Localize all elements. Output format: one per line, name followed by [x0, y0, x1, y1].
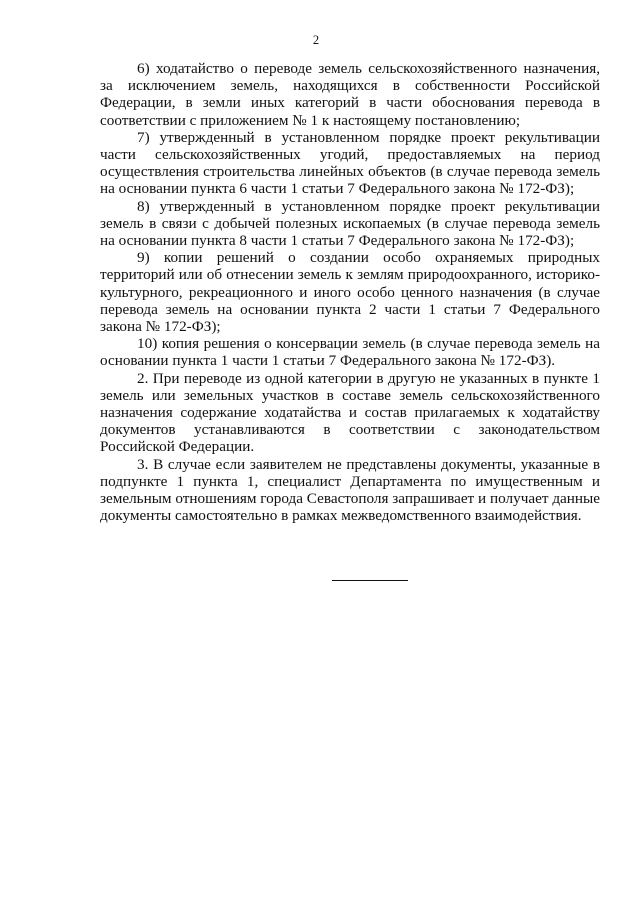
document-body — [100, 60, 600, 524]
paragraph-section-2: 2. При переводе из одной категории в другую не указанных в пункте 1 земель или земельных участков в составе земель сельскохозяйственного назначения содержание ходатайства и состав прилагаемых к ходатайству документов устанавливаются в соответствии с законодательством Российской Федерации. — [100, 369, 600, 456]
paragraph-item-8: 8) утвержденный в установленном порядке проект рекультивации земель в связи с добычей полезных ископаемых (в случае перевода земель на основании пункта 8 части 1 статьи 7 Федерального закона № 172-ФЗ); — [100, 197, 600, 250]
page-number: 2 — [312, 33, 320, 47]
paragraph-item-10: 10) копия решения о консервации земель (в случае перевода земель на основании пункта 1 части 1 статьи 7 Федерального закона № 172-ФЗ). — [100, 335, 600, 370]
end-of-document-rule — [332, 580, 408, 581]
paragraph-item-7: 7) утвержденный в установленном порядке проект рекультивации части сельскохозяйственных угодий, предоставляемых на период осуществления строительства линейных объектов (в случае перевода земель на основании пункта 6 части 1 статьи 7 Федерального закона № 172-ФЗ); — [100, 128, 600, 198]
paragraph-section-3: 3. В случае если заявителем не представлены документы, указанные в подпункте 1 пункта 1, специалист Департамента по имущественным и земельным отношениям города Севастополя запрашивает и получает данные документы самостоятельно в рамках межведомственного взаимодействия. — [100, 455, 600, 525]
paragraph-item-6: 6) ходатайство о переводе земель сельскохозяйственного назначения, за исключением земель, находящихся в собственности Российской Федерации, в земли иных категорий в части обоснования перевода в соответствии с приложением № 1 к настоящему постановлению; — [100, 60, 600, 129]
paragraph-item-9: 9) копии решений о создании особо охраняемых природных территорий или об отнесении земель к землям природоохранного, историко-культурного, рекреационного и иного особо ценного назначения (в случае перевода земель на основании пункта 2 части 1 статьи 7 Федерального закона № 172-ФЗ); — [100, 249, 600, 336]
